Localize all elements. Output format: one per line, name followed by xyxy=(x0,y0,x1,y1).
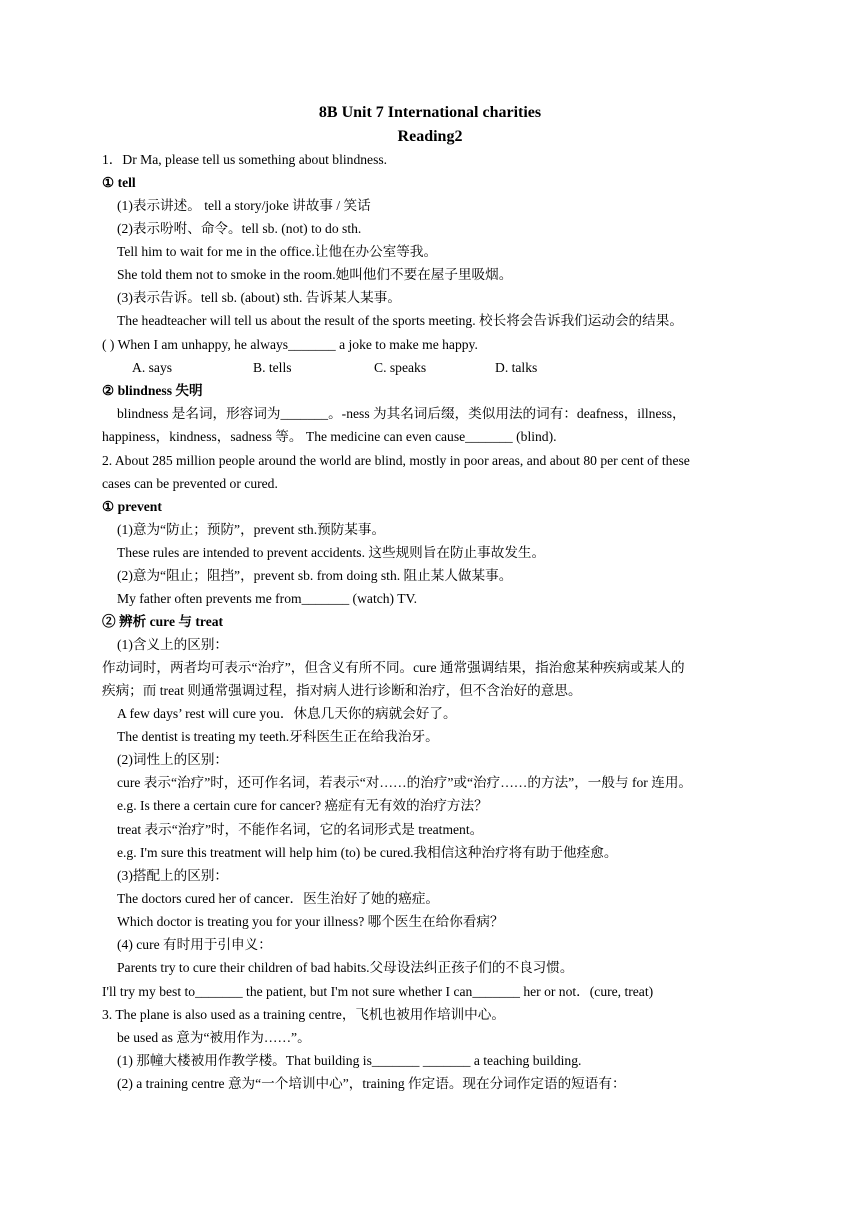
text-line: (2)词性上的区别： xyxy=(117,752,229,767)
text-line: The dentist is treating my teeth.牙科医生正在给我治牙。 xyxy=(117,729,439,744)
option-a: A. says xyxy=(132,360,173,375)
text-line: (3)表示告诉。tell sb. (about) sth. 告诉某人某事。 xyxy=(117,290,401,305)
exercise-question: ( ) When I am unhappy, he always_______ a joke to make me happy. xyxy=(102,337,478,352)
text-line: e.g. I'm sure this treatment will help him (to) be cured.我相信这种治疗将有助于他痊愈。 xyxy=(117,845,618,860)
text-line: 作动词时，两者均可表示“治疗”，但含义有所不同。cure 通常强调结果，指治愈某种疾病或某人的 xyxy=(102,660,685,675)
text-line: (1)含义上的区别： xyxy=(117,637,229,652)
exercise-line: (1) 那幢大楼被用作教学楼。That building is_______ _______ a teaching building. xyxy=(117,1053,582,1068)
text-line: (3)搭配上的区别： xyxy=(117,868,229,883)
text-line: be used as 意为“被用作为……”。 xyxy=(117,1030,311,1045)
point-tell-heading: ① tell xyxy=(102,175,136,190)
option-c: C. speaks xyxy=(374,360,427,375)
text-line: (1)意为“防止；预防”，prevent sth.预防某事。 xyxy=(117,522,386,537)
option-d: D. talks xyxy=(495,360,538,375)
item-1-sentence: 1．Dr Ma, please tell us something about blindness. xyxy=(102,152,388,167)
point-blindness-heading: ② blindness 失明 xyxy=(102,383,203,398)
point-prevent-heading: ① prevent xyxy=(102,499,162,514)
text-line: A few days’ rest will cure you．休息几天你的病就会好了。 xyxy=(117,706,457,721)
text-line: treat 表示“治疗”时，不能作名词，它的名词形式是 treatment。 xyxy=(117,822,484,837)
text-line: Parents try to cure their children of bad habits.父母设法纠正孩子们的不良习惯。 xyxy=(117,960,574,975)
text-line: happiness，kindness，sadness 等。 The medicine can even cause_______ (blind). xyxy=(102,429,557,444)
text-line: Which doctor is treating you for your illness? 哪个医生在给你看病？ xyxy=(117,914,504,929)
text-line: (2) a training centre 意为“一个培训中心”，training 作定语。现在分词作定语的短语有： xyxy=(117,1076,626,1091)
document-subtitle: Reading2 xyxy=(397,128,463,145)
text-line: (4) cure 有时用于引申义： xyxy=(117,937,272,952)
text-line: (2)表示吩咐、命令。tell sb. (not) to do sth. xyxy=(117,221,362,236)
text-line: Tell him to wait for me in the office.让他在办公室等我。 xyxy=(117,244,438,259)
text-line: (1)表示讲述。 tell a story/joke 讲故事 / 笑话 xyxy=(117,198,371,213)
exercise-line: My father often prevents me from_______ (watch) TV. xyxy=(117,591,417,606)
text-line: The doctors cured her of cancer．医生治好了她的癌症。 xyxy=(117,891,440,906)
exercise-line: I'll try my best to_______ the patient, but I'm not sure whether I can_______ her or not．(cure, treat) xyxy=(102,984,654,999)
text-line: The headteacher will tell us about the result of the sports meeting. 校长将会告诉我们运动会的结果。 xyxy=(117,313,683,328)
item-3-sentence: 3. The plane is also used as a training centre，飞机也被用作培训中心。 xyxy=(102,1007,505,1022)
text-line: These rules are intended to prevent accidents. 这些规则旨在防止事故发生。 xyxy=(117,545,546,560)
text-line: (2)意为“阻止；阻挡”，prevent sb. from doing sth. 阻止某人做某事。 xyxy=(117,568,513,583)
text-line: e.g. Is there a certain cure for cancer? 癌症有无有效的治疗方法？ xyxy=(117,798,488,813)
text-line: She told them not to smoke in the room.她叫他们不要在屋子里吸烟。 xyxy=(117,267,513,282)
item-2-sentence-cont: cases can be prevented or cured. xyxy=(102,476,278,491)
item-2-sentence: 2. About 285 million people around the world are blind, mostly in poor areas, and about 80 per cent of these xyxy=(102,453,690,468)
text-line: cure 表示“治疗”时，还可作名词，若表示“对……的治疗”或“治疗……的方法”，一般与 for 连用。 xyxy=(117,775,693,790)
point-cure-treat-heading: ② 辨析 cure 与 treat xyxy=(102,614,224,629)
text-line: 疾病；而 treat 则通常强调过程，指对病人进行诊断和治疗，但不含治好的意思。 xyxy=(102,683,582,698)
option-b: B. tells xyxy=(253,360,292,375)
text-line: blindness 是名词，形容词为_______。-ness 为其名词后缀，类似用法的词有：deafness，illness， xyxy=(117,406,686,421)
document-title: 8B Unit 7 International charities xyxy=(318,104,542,121)
